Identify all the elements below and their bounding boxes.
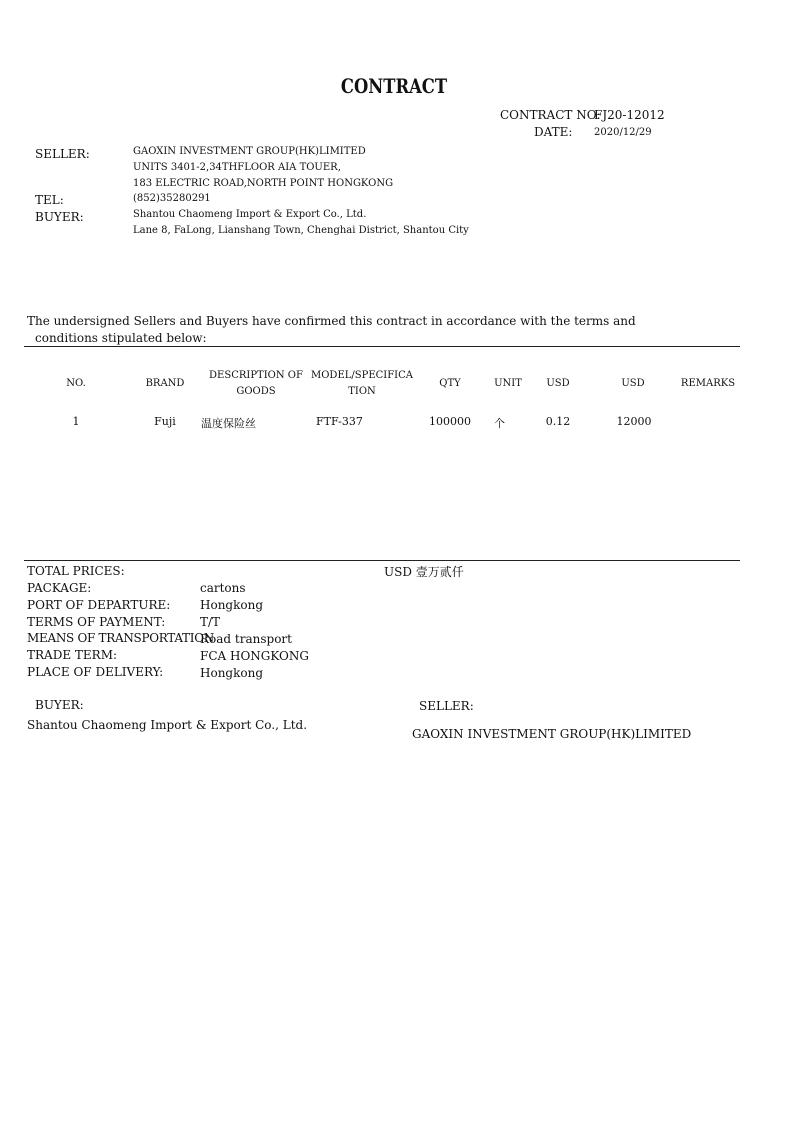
col-header-model-1: MODEL/SPECIFICA <box>310 370 413 381</box>
trade-term-label: TRADE TERM: <box>27 648 118 662</box>
cell-price: 0.12 <box>545 415 571 428</box>
tel-label: TEL: <box>35 193 64 207</box>
transport-label: MEANS OF TRANSPORTATION <box>27 631 214 645</box>
col-header-no: NO. <box>66 378 86 389</box>
package-value: cartons <box>200 581 246 595</box>
signature-buyer-label: BUYER: <box>35 698 84 712</box>
table-bottom-divider <box>24 560 740 561</box>
col-header-desc-2: GOODS <box>236 386 276 397</box>
document-title: CONTRACT <box>340 74 448 98</box>
delivery-label: PLACE OF DELIVERY: <box>27 665 164 679</box>
delivery-value: Hongkong <box>200 666 264 680</box>
date-value: 2020/12/29 <box>594 127 652 138</box>
total-prices-label: TOTAL PRICES: <box>27 564 125 578</box>
total-prices-value: USD 壹万贰仟 <box>384 565 464 579</box>
cell-brand: Fuji <box>154 415 176 428</box>
intro-divider <box>24 346 740 347</box>
seller-label: SELLER: <box>35 147 90 161</box>
signature-seller-name: GAOXIN INVESTMENT GROUP(HK)LIMITED <box>412 727 692 741</box>
cell-unit: 个 <box>494 417 505 430</box>
departure-label: PORT OF DEPARTURE: <box>27 598 171 612</box>
buyer-label: BUYER: <box>35 210 84 224</box>
payment-value: T/T <box>200 615 221 629</box>
cell-model: FTF-337 <box>316 415 363 428</box>
contract-no-label: CONTRACT NO: <box>500 108 601 122</box>
cell-amount: 12000 <box>616 415 652 428</box>
departure-value: Hongkong <box>200 598 264 612</box>
trade-term-value: FCA HONGKONG <box>200 649 309 663</box>
seller-line-1: GAOXIN INVESTMENT GROUP(HK)LIMITED <box>133 146 366 157</box>
signature-buyer-name: Shantou Chaomeng Import & Export Co., Ltd. <box>27 718 308 732</box>
col-header-usd-amount: USD <box>621 378 645 389</box>
col-header-brand: BRAND <box>145 378 185 389</box>
payment-label: TERMS OF PAYMENT: <box>27 615 166 629</box>
package-label: PACKAGE: <box>27 581 92 595</box>
transport-value: Road transport <box>200 632 292 646</box>
buyer-line-1: Shantou Chaomeng Import & Export Co., Ltd. <box>133 209 367 220</box>
contract-no-value: FJ20-12012 <box>594 108 665 122</box>
col-header-unit: UNIT <box>494 378 522 389</box>
col-header-remarks: REMARKS <box>680 378 736 389</box>
seller-line-2: UNITS 3401-2,34THFLOOR AIA TOUER, <box>133 162 341 173</box>
date-label: DATE: <box>534 125 573 139</box>
intro-line-2: conditions stipulated below: <box>35 331 207 345</box>
signature-seller-label: SELLER: <box>419 699 474 713</box>
cell-no: 1 <box>72 415 80 428</box>
seller-line-3: 183 ELECTRIC ROAD,NORTH POINT HONGKONG <box>133 178 394 189</box>
buyer-line-2: Lane 8, FaLong, Lianshang Town, Chenghai District, Shantou City <box>133 225 469 236</box>
col-header-model-2: TION <box>348 386 376 397</box>
col-header-desc-1: DESCRIPTION OF <box>209 370 303 381</box>
col-header-qty: QTY <box>439 378 461 389</box>
cell-qty: 100000 <box>429 415 471 428</box>
tel-value: (852)35280291 <box>133 193 211 204</box>
cell-description: 温度保险丝 <box>201 417 256 430</box>
intro-line-1: The undersigned Sellers and Buyers have confirmed this contract in accordance with the terms and <box>27 314 636 328</box>
col-header-usd-price: USD <box>546 378 570 389</box>
